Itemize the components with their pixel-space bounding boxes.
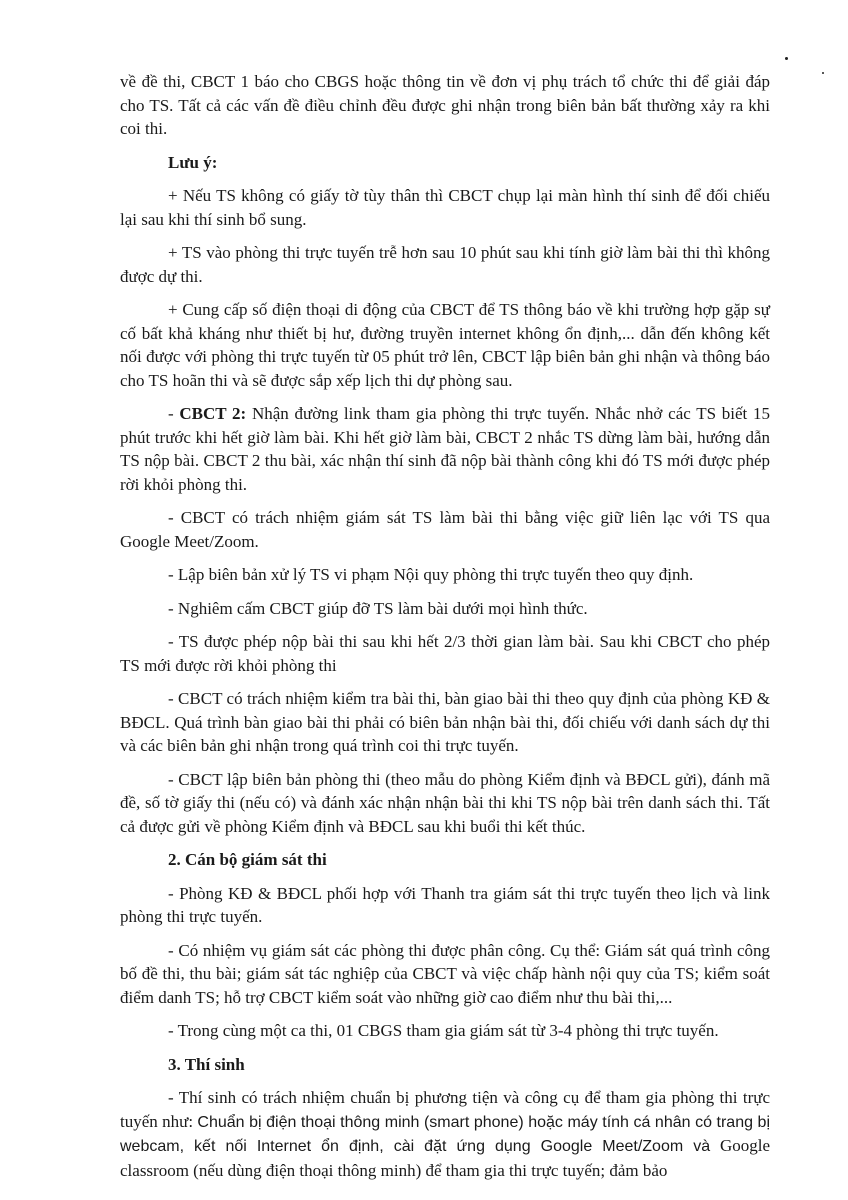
duty-item: - CBCT có trách nhiệm kiểm tra bài thi, bàn giao bài thi theo quy định của phòng KĐ & BĐCL. Quá trình bàn giao bài thi phải có biên bản nhận bài thi, đối chiếu với danh sách dự thi và các biên bản ghi nhận trong quá trình coi thi trực tuyến. (120, 689, 770, 755)
section-item: - Phòng KĐ & BĐCL phối hợp với Thanh tra giám sát thi trực tuyến theo lịch và link phòng thi trực tuyến. (120, 883, 770, 926)
section3-sans-text: Chuẩn bị điện thoại thông minh (smart phone) hoặc máy tính cá nhân có trang bị webcam, kết nối Internet ổn định, cài đặt ứng dụng Google Meet/Zoom và (120, 1113, 770, 1155)
section3-paragraph (120, 1086, 770, 1182)
section3-suffix: Google classroom (nếu dùng điện thoại thông minh) để tham gia thi trực tuyến; đảm bảo (120, 1136, 771, 1180)
section-heading: 3. Thí sinh (168, 1054, 245, 1074)
scan-speck (785, 57, 788, 60)
cbct2-label: CBCT 2: (179, 404, 247, 423)
section-item: - Trong cùng một ca thi, 01 CBGS tham gia giám sát từ 3-4 phòng thi trực tuyến. (168, 1021, 719, 1040)
note-item: + TS vào phòng thi trực tuyến trễ hơn sau 10 phút sau khi tính giờ làm bài thi thì không được dự thi. (120, 243, 770, 286)
duty-item: - CBCT lập biên bản phòng thi (theo mẫu do phòng Kiểm định và BĐCL gửi), đánh mã đề, số tờ giấy thi (nếu có) và đánh xác nhận nhận bài thi khi TS nộp bài trên danh sách thi. Tất cả được gửi về phòng Kiểm định và BĐCL sau khi buổi thi kết thúc. (120, 769, 770, 836)
cbct2-prefix: - (168, 404, 180, 423)
duty-item: - TS được phép nộp bài thi sau khi hết 2/3 thời gian làm bài. Sau khi CBCT cho phép TS mới được rời khỏi phòng thi (120, 632, 770, 675)
cbct2-text: Nhận đường link tham gia phòng thi trực tuyến. Nhắc nhở các TS biết 15 phút trước khi hết giờ làm bài. Khi hết giờ làm bài, CBCT 2 nhắc TS dừng làm bài, hướng dẫn TS nộp bài. CBCT 2 thu bài, xác nhận thí sinh đã nộp bài thành công khi đó TS mới được phép rời khỏi phòng thi. (120, 404, 770, 494)
cbct2-paragraph (120, 402, 770, 496)
note-label: Lưu ý: (168, 152, 218, 172)
section-heading: 2. Cán bộ giám sát thi (168, 850, 327, 869)
note-item: + Nếu TS không có giấy tờ tùy thân thì CBCT chụp lại màn hình thí sinh để đối chiếu lại sau khi thí sinh bổ sung. (120, 186, 770, 229)
duty-item: - Lập biên bản xử lý TS vi phạm Nội quy phòng thi trực tuyến theo quy định. (168, 565, 694, 584)
document-body (120, 70, 770, 1192)
duty-item: - CBCT có trách nhiệm giám sát TS làm bài thi bằng việc giữ liên lạc với TS qua Google Meet/Zoom. (120, 508, 770, 551)
opening-paragraph: về đề thi, CBCT 1 báo cho CBGS hoặc thông tin về đơn vị phụ trách tổ chức thi để giải đáp cho TS. Tất cả các vấn đề điều chỉnh đều được ghi nhận trong biên bản bất thường xảy ra khi coi thi. (120, 72, 770, 138)
section-item: - Có nhiệm vụ giám sát các phòng thi được phân công. Cụ thể: Giám sát quá trình công bố đề thi, thu bài; giám sát tác nghiệp của CBCT và việc chấp hành nội quy của TS; kiểm soát điểm danh TS; hỗ trợ CBCT kiểm soát vào những giờ cao điểm như thu bài thi,... (120, 940, 770, 1007)
scan-speck (822, 72, 824, 74)
note-item: + Cung cấp số điện thoại di động của CBCT để TS thông báo về khi trường hợp gặp sự cố bất khả kháng như thiết bị hư, đường truyền internet không ổn định,... dẫn đến không kết nối được với phòng thi trực tuyến từ 05 phút trở lên, CBCT lập biên bản ghi nhận và thông báo cho TS hoãn thi và sẽ được sắp xếp lịch thi dự phòng sau. (120, 300, 770, 390)
duty-item: - Nghiêm cấm CBCT giúp đỡ TS làm bài dưới mọi hình thức. (168, 598, 588, 618)
section3-prefix: - Thí sinh có trách nhiệm chuẩn bị phương tiện và công cụ để tham gia phòng thi trực tuyến như: (120, 1088, 770, 1131)
